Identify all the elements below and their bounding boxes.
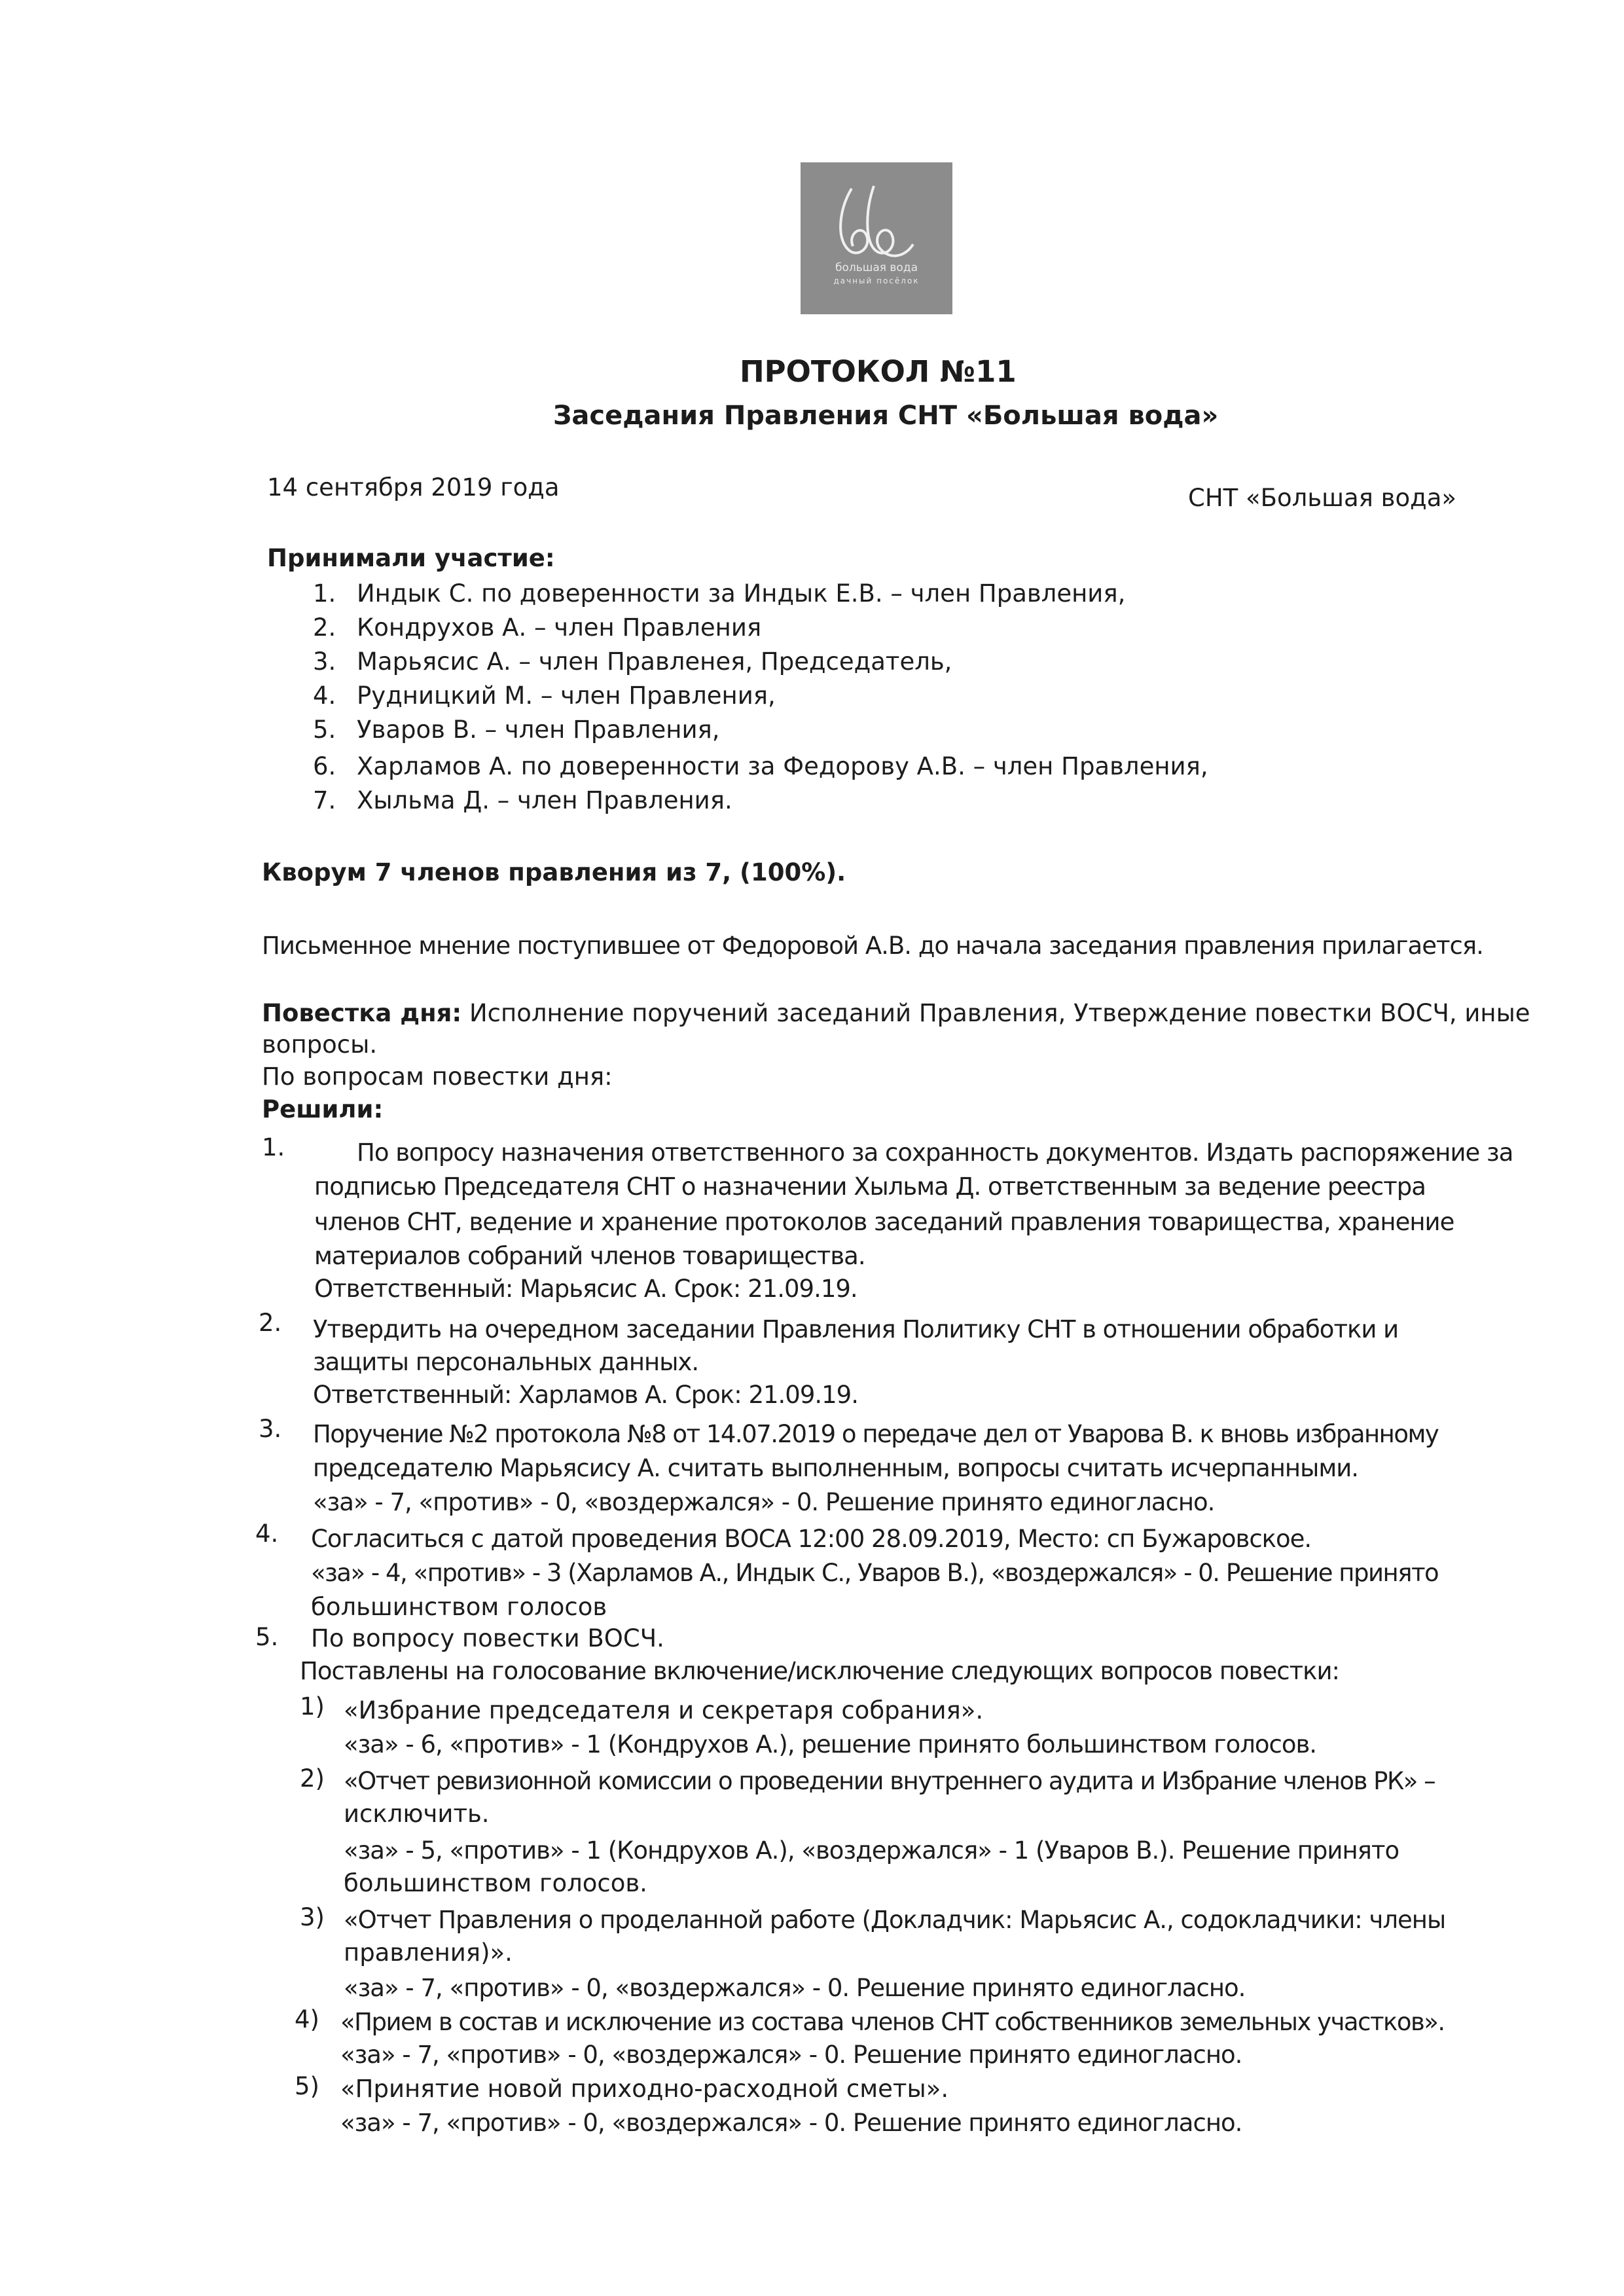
participant-item: Уваров В. – член Правления, <box>357 716 720 744</box>
subitem-number: 2) <box>300 1764 325 1793</box>
decision-line: Поручение №2 протокола №8 от 14.07.2019 о передаче дел от Уварова В. к вновь избранному <box>313 1420 1439 1448</box>
participant-item: Хыльма Д. – член Правления. <box>357 786 732 814</box>
subitem-number: 5) <box>295 2072 319 2100</box>
subitem-line: «Принятие новой приходно-расходной сметы». <box>340 2075 949 2103</box>
decision-line: председателю Марьясису А. считать выполненным, вопросы считать исчерпанными. <box>313 1454 1359 1482</box>
subitem-vote: «за» - 6, «против» - 1 (Кондрухов А.), решение принято большинством голосов. <box>344 1730 1317 1758</box>
written-opinion: Письменное мнение поступившее от Федоровой А.В. до начала заседания правления прилагается. <box>262 932 1483 960</box>
decision-line: По вопросу назначения ответственного за сохранность документов. Издать распоряжение за <box>357 1139 1513 1167</box>
subitem-number: 1) <box>300 1692 325 1721</box>
subitem-vote: «за» - 7, «против» - 0, «воздержался» - 0. Решение принято единогласно. <box>344 1974 1246 2002</box>
logo-monogram-icon <box>801 162 952 314</box>
subitem-line: «Избрание председателя и секретаря собрания». <box>344 1696 984 1724</box>
decision-vote: большинством голосов <box>311 1593 607 1621</box>
participant-number: 4. <box>313 682 336 710</box>
decided-label: Решили: <box>262 1095 384 1123</box>
subitem-line: «Отчет ревизионной комиссии о проведении внутреннего аудита и Избрание членов РК» – <box>344 1767 1435 1795</box>
decision-line: членов СНТ, ведение и хранение протоколов заседаний правления товарищества, хранение <box>314 1208 1454 1236</box>
decision-line: По вопросу повестки ВОСЧ. <box>311 1624 664 1652</box>
participants-label: Принимали участие: <box>267 544 555 572</box>
decision-line: Поставлены на голосование включение/исключение следующих вопросов повестки: <box>300 1657 1339 1685</box>
agenda-text-continued: вопросы. <box>262 1030 378 1059</box>
decision-number: 4. <box>255 1520 279 1548</box>
subitem-line: «Отчет Правления о проделанной работе (Докладчик: Марьясис А., содокладчики: члены <box>344 1906 1446 1934</box>
subitem-line: «Прием в состав и исключение из состава членов СНТ собственников земельных участков». <box>340 2008 1445 2036</box>
document-subtitle: Заседания Правления СНТ «Большая вода» <box>553 401 1219 431</box>
agenda-text: Исполнение поручений заседаний Правления, Утверждение повестки ВОСЧ, иные <box>461 999 1530 1027</box>
participant-number: 7. <box>313 786 336 814</box>
decision-line: Согласиться с датой проведения ВОСА 12:00 28.09.2019, Место: сп Бужаровское. <box>311 1525 1312 1553</box>
subitem-line: исключить. <box>344 1800 490 1828</box>
decision-vote: «за» - 7, «против» - 0, «воздержался» - 0. Решение принято единогласно. <box>313 1488 1215 1516</box>
subitem-vote: «за» - 7, «против» - 0, «воздержался» - 0. Решение принято единогласно. <box>340 2109 1242 2137</box>
decision-responsible: Ответственный: Марьясис А. Срок: 21.09.19. <box>314 1275 857 1303</box>
decision-number: 1. <box>262 1133 285 1161</box>
quorum: Кворум 7 членов правления из 7, (100%). <box>262 858 846 886</box>
participant-item: Рудницкий М. – член Правления, <box>357 682 776 710</box>
participant-number: 3. <box>313 647 336 676</box>
decision-number: 3. <box>259 1415 282 1443</box>
logo-tagline: дачный посёлок <box>833 276 920 285</box>
participant-number: 5. <box>313 716 336 744</box>
participant-item: Марьясис А. – член Правленея, Председатель, <box>357 647 952 676</box>
participant-item: Индык С. по доверенности за Индык Е.В. – член Правления, <box>357 579 1126 608</box>
document-title: ПРОТОКОЛ №11 <box>740 354 1017 389</box>
decision-vote: «за» - 4, «против» - 3 (Харламов А., Индык С., Уваров В.), «воздержался» - 0. Решение принято <box>311 1559 1439 1587</box>
agenda-label: Повестка дня: <box>262 999 462 1027</box>
decision-number: 2. <box>259 1309 282 1337</box>
logo <box>801 162 952 314</box>
logo-wordmark: большая вода <box>835 261 918 274</box>
decision-responsible: Ответственный: Харламов А. Срок: 21.09.19. <box>313 1381 858 1409</box>
decision-line: материалов собраний членов товарищества. <box>314 1242 865 1270</box>
meeting-date: 14 сентября 2019 года <box>267 473 560 501</box>
meeting-place: СНТ «Большая вода» <box>1188 484 1457 512</box>
participant-number: 1. <box>313 579 336 608</box>
decision-line: подписью Председателя СНТ о назначении Хыльма Д. ответственным за ведение реестра <box>314 1173 1426 1201</box>
subitem-vote: «за» - 7, «против» - 0, «воздержался» - 0. Решение принято единогласно. <box>340 2041 1242 2069</box>
subitem-line: правления)». <box>344 1939 513 1967</box>
decision-number: 5. <box>255 1623 279 1651</box>
agenda-line <box>262 998 1530 1029</box>
participant-number: 2. <box>313 613 336 642</box>
subitem-vote: большинством голосов. <box>344 1869 647 1897</box>
participant-number: 6. <box>313 752 336 780</box>
subitem-number: 4) <box>295 2005 319 2033</box>
decision-line: Утвердить на очередном заседании Правления Политику СНТ в отношении обработки и <box>313 1315 1399 1343</box>
subitem-number: 3) <box>300 1903 325 1931</box>
decision-line: защиты персональных данных. <box>313 1348 699 1376</box>
participant-item: Кондрухов А. – член Правления <box>357 613 762 642</box>
on-questions: По вопросам повестки дня: <box>262 1063 613 1091</box>
participant-item: Харламов А. по доверенности за Федорову А.В. – член Правления, <box>357 752 1208 780</box>
subitem-vote: «за» - 5, «против» - 1 (Кондрухов А.), «воздержался» - 1 (Уваров В.). Решение принято <box>344 1836 1399 1865</box>
